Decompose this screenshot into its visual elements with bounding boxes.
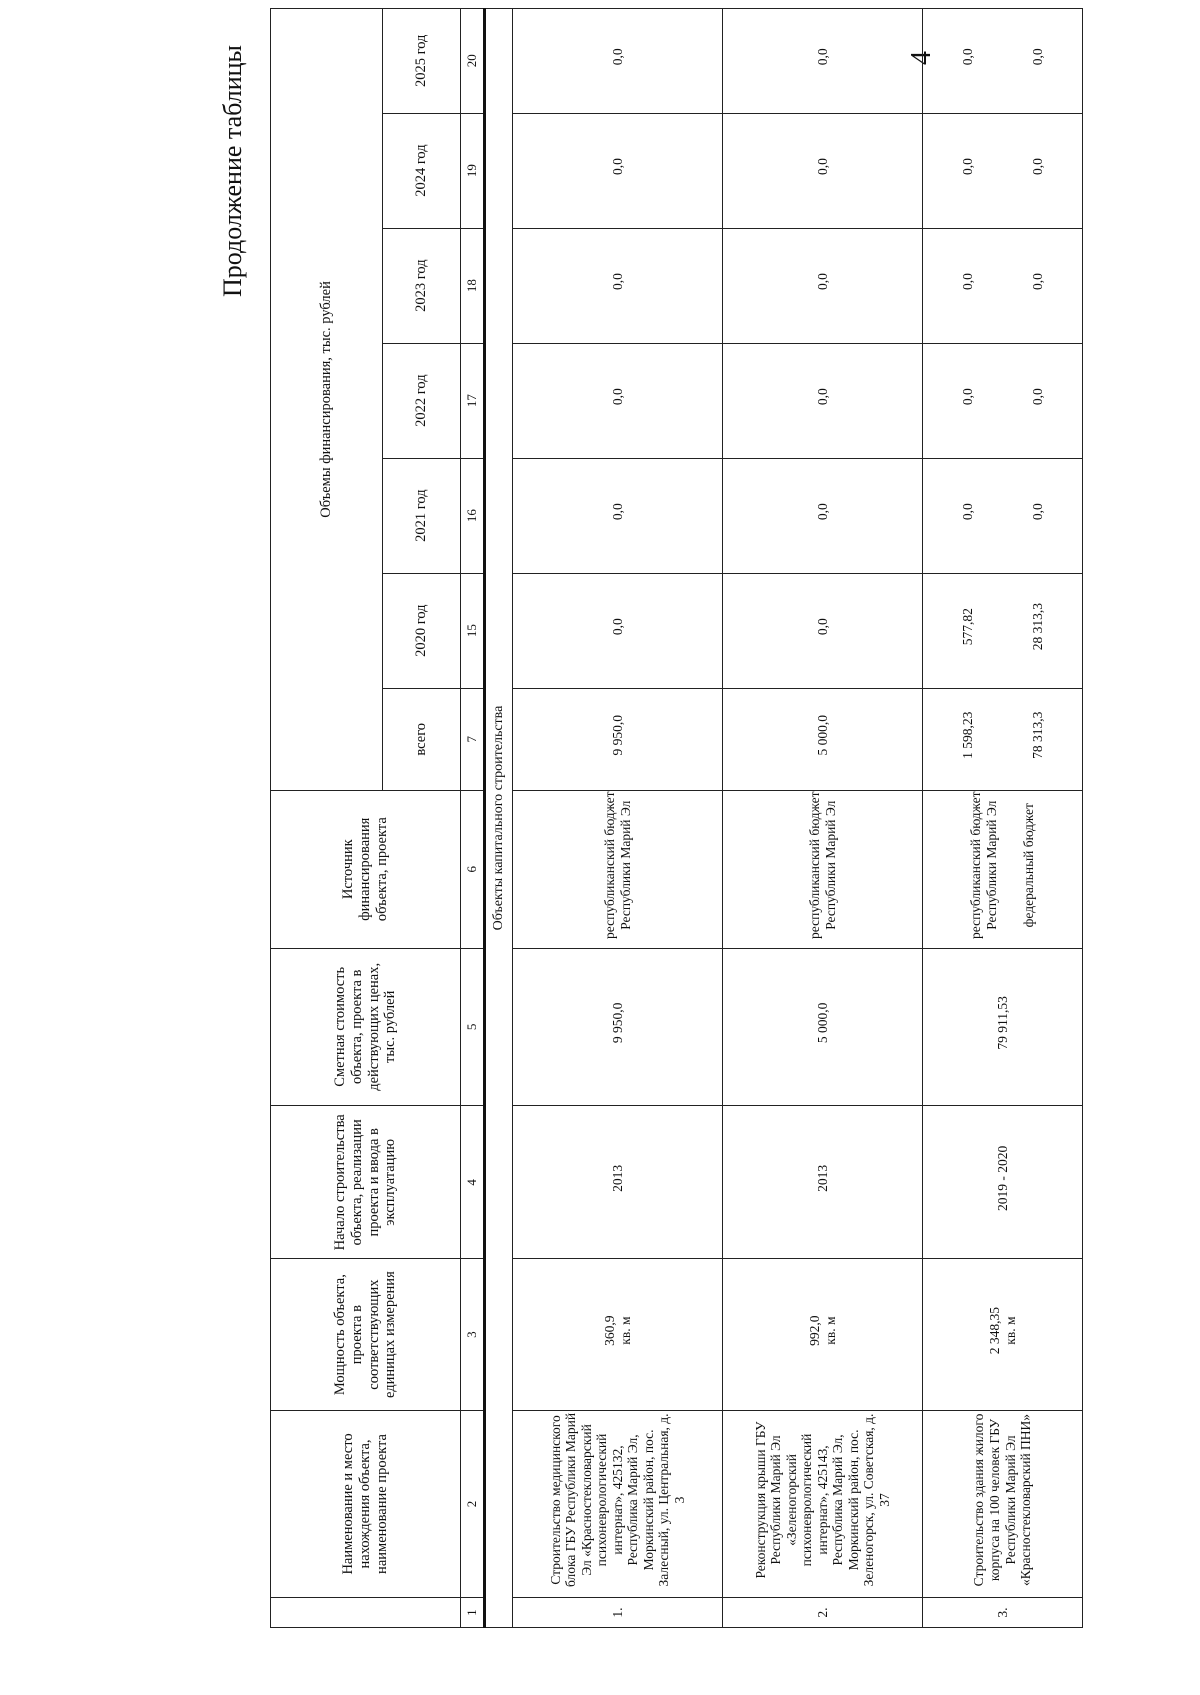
- amount-2024-2: 0,0: [1029, 158, 1045, 176]
- header-capacity: Мощность объекта, проекта в соответствующих единицах измерения: [271, 1259, 461, 1410]
- funding-source-2: федеральный бюджет: [1021, 803, 1037, 928]
- colnum: 5: [461, 948, 485, 1106]
- colnum: 19: [461, 113, 485, 228]
- capacity: [513, 1259, 723, 1410]
- amount-2022: [923, 343, 1083, 458]
- table-row: [513, 9, 723, 1628]
- estimated-cost: 79 911,53: [923, 948, 1083, 1106]
- colnum: 20: [461, 9, 485, 114]
- colnum: 3: [461, 1259, 485, 1410]
- amount-2021: 0,0: [513, 458, 723, 573]
- colnum: 16: [461, 458, 485, 573]
- capacity: [723, 1259, 923, 1410]
- amount-2025: [923, 9, 1083, 114]
- colnum: 18: [461, 228, 485, 343]
- amount-2020: [923, 573, 1083, 688]
- amount-2023: 0,0: [723, 228, 923, 343]
- amount-2025: 0,0: [513, 9, 723, 114]
- amount-2023: [923, 228, 1083, 343]
- table-row: [723, 9, 923, 1628]
- header-2020: 2020 год: [383, 573, 461, 688]
- amount-2024: 0,0: [513, 113, 723, 228]
- total-amount-1: 1 598,23: [959, 711, 975, 759]
- amount-2024: [923, 113, 1083, 228]
- period: 2013: [723, 1106, 923, 1259]
- page-number: 4: [906, 51, 937, 65]
- capacity-unit: кв. м: [822, 1316, 838, 1345]
- capacity-value: 992,0: [806, 1315, 822, 1346]
- estimated-cost: 9 950,0: [513, 948, 723, 1106]
- period: 2019 - 2020: [923, 1106, 1083, 1259]
- colnum: 15: [461, 573, 485, 688]
- amount-2024: 0,0: [723, 113, 923, 228]
- capacity-unit: кв. м: [1002, 1316, 1018, 1345]
- amount-2020-2: 28 313,3: [1029, 603, 1045, 651]
- header-2023: 2023 год: [383, 228, 461, 343]
- header-name: Наименование и место нахождения объекта, наименование проекта: [271, 1410, 461, 1597]
- amount-2025-2: 0,0: [1029, 48, 1045, 66]
- amount-2025: 0,0: [723, 9, 923, 114]
- row-number: 2.: [723, 1598, 923, 1628]
- row-number: 3.: [923, 1598, 1083, 1628]
- header-period: Начало строительства объекта, реализации проекта и ввода в эксплуатацию: [271, 1106, 461, 1259]
- amount-2023-2: 0,0: [1029, 273, 1045, 291]
- capacity-value: 360,9: [601, 1315, 617, 1346]
- capacity-value: 2 348,35: [986, 1307, 1002, 1355]
- funding-source-1: республиканский бюджет Республики Марий Эл: [968, 791, 999, 939]
- colnum: 1: [461, 1598, 485, 1628]
- header-cost: Сметная стоимость объекта, проекта в действующих ценах, тыс. рублей: [271, 948, 461, 1106]
- colnum: 6: [461, 790, 485, 948]
- header-2025: 2025 год: [383, 9, 461, 114]
- amount-2020-1: 577,82: [959, 608, 975, 646]
- total-amount: 9 950,0: [513, 688, 723, 790]
- amount-2022-2: 0,0: [1029, 388, 1045, 406]
- funding-source: [923, 790, 1083, 948]
- row-number: 1.: [513, 1598, 723, 1628]
- amount-2021-2: 0,0: [1029, 503, 1045, 521]
- amount-2022: 0,0: [513, 343, 723, 458]
- amount-2022: 0,0: [723, 343, 923, 458]
- header-col-1: [271, 1598, 461, 1628]
- colnum: 17: [461, 343, 485, 458]
- amount-2021: [923, 458, 1083, 573]
- amount-2023-1: 0,0: [959, 273, 975, 291]
- amount-2020: 0,0: [513, 573, 723, 688]
- total-amount: [923, 688, 1083, 790]
- funding-source: республиканский бюджет Республики Марий Эл: [513, 790, 723, 948]
- amount-2025-1: 0,0: [959, 48, 975, 66]
- colnum: 4: [461, 1106, 485, 1259]
- header-2021: 2021 год: [383, 458, 461, 573]
- header-2022: 2022 год: [383, 343, 461, 458]
- capacity-unit: кв. м: [617, 1316, 633, 1345]
- object-name: Реконструкция крыши ГБУ Республики Марий Эл «Зеленогорский психоневрологический интернат», 425143, Республика Марий Эл, Моркинский район, пос. Зеленогорск, ул. Советская, д. 37: [723, 1410, 923, 1597]
- amount-2020: 0,0: [723, 573, 923, 688]
- amount-2022-1: 0,0: [959, 388, 975, 406]
- amount-2023: 0,0: [513, 228, 723, 343]
- funding-source: республиканский бюджет Республики Марий Эл: [723, 790, 923, 948]
- object-name: Строительство здания жилого корпуса на 100 человек ГБУ Республики Марий Эл «Красностекловарский ПНИ»: [923, 1410, 1083, 1597]
- header-volumes: Объемы финансирования, тыс. рублей: [271, 9, 383, 791]
- financing-table: [270, 8, 1083, 1628]
- amount-2024-1: 0,0: [959, 158, 975, 176]
- column-numbers-row: [461, 9, 485, 1628]
- continuation-title: Продолжение таблицы: [218, 45, 247, 297]
- total-amount: 5 000,0: [723, 688, 923, 790]
- period: 2013: [513, 1106, 723, 1259]
- colnum: 7: [461, 688, 485, 790]
- section-title: Объекты капитального строительства: [485, 9, 513, 1628]
- header-2024: 2024 год: [383, 113, 461, 228]
- amount-2021: 0,0: [723, 458, 923, 573]
- total-amount-2: 78 313,3: [1029, 711, 1045, 759]
- object-name: Строительство медицинского блока ГБУ Республики Марий Эл «Красностекловарский психоневрологический интернат», 425132, Республика Марий Эл, Моркинский район, пос. Залесный, ул. Центральная, д. 3: [513, 1410, 723, 1597]
- header-source: Источник финансирования объекта, проекта: [271, 790, 461, 948]
- table-row: [923, 9, 1083, 1628]
- estimated-cost: 5 000,0: [723, 948, 923, 1106]
- colnum: 2: [461, 1410, 485, 1597]
- amount-2021-1: 0,0: [959, 503, 975, 521]
- header-total: всего: [383, 688, 461, 790]
- capacity: [923, 1259, 1083, 1410]
